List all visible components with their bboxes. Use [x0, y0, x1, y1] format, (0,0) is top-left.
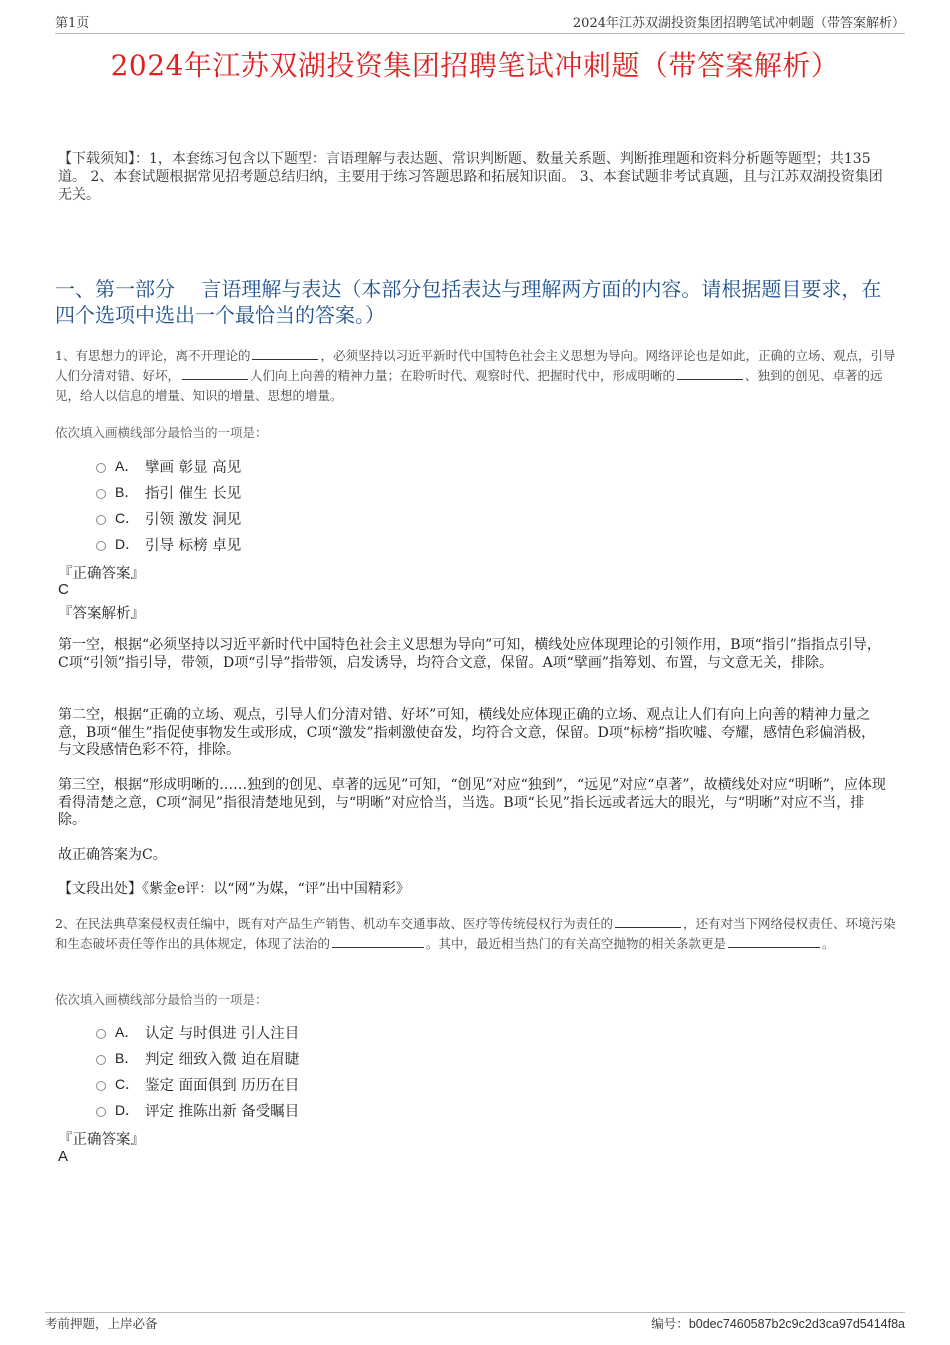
q2-text-b: ，还有对当下网络侵权责任、环境污染和生态破坏责任等作出的具体规定，体现了法治的: [55, 916, 896, 951]
radio-icon[interactable]: [96, 541, 106, 551]
q1-source: 【文段出处】《紫金e评：以“网”为媒，“评”出中国精彩》: [58, 881, 410, 897]
q1-instruction: 依次填入画横线部分最恰当的一项是：: [55, 425, 268, 440]
q1-answer-label: 『正确答案』: [58, 566, 145, 582]
q2-answer: A: [58, 1148, 69, 1165]
q2-option-b[interactable]: B． 判定 细致入微 迫在眉睫: [96, 1045, 299, 1071]
blank: [677, 366, 743, 380]
radio-icon[interactable]: [96, 1029, 106, 1039]
page-footer: [45, 1312, 905, 1332]
question-2-stem: [55, 914, 905, 954]
q1-conclusion: 故正确答案为C。: [58, 847, 167, 863]
blank: [332, 934, 424, 948]
footer-code: b0dec7460587b2c9c2d3ca97d5414f8a: [688, 1317, 905, 1331]
q1-option-d[interactable]: D． 引导 标榜 卓见: [96, 531, 241, 557]
footer-code-wrap: [651, 1314, 905, 1332]
download-notice: 【下载须知】：1，本套练习包含以下题型：言语理解与表达题、常识判断题、数量关系题、判断推理题和资料分析题等题型；共135道。 2、本套试题根据常见招考题总结归纳，主要用于练习答题思路和拓展知识面。 3、本套试题非考试真题，且与江苏双湖投资集团无关。: [58, 151, 883, 203]
section-heading: 一、第一部分 言语理解与表达（本部分包括表达与理解两方面的内容。请根据题目要求，在四个选项中选出一个最恰当的答案。）: [55, 277, 882, 327]
radio-icon[interactable]: [96, 463, 106, 473]
radio-icon[interactable]: [96, 489, 106, 499]
q2-options: [96, 1019, 299, 1123]
header-doc-title: 2024年江苏双湖投资集团招聘笔试冲刺题（带答案解析）: [572, 16, 905, 31]
q2-text-a: 2、在民法典草案侵权责任编中，既有对产品生产销售、机动车交通事故、医疗等传统侵权行为责任的: [55, 916, 613, 931]
q2-instruction: 依次填入画横线部分最恰当的一项是：: [55, 992, 268, 1007]
q1-option-b[interactable]: B． 指引 催生 长见: [96, 479, 241, 505]
q2-option-a[interactable]: A． 认定 与时俱进 引人注目: [96, 1019, 299, 1045]
radio-icon[interactable]: [96, 1055, 106, 1065]
blank: [252, 346, 318, 360]
q2-answer-label: 『正确答案』: [58, 1132, 145, 1148]
page-header: [55, 12, 905, 34]
q1-text-c: 人们向上向善的精神力量；在聆听时代、观察时代、把握时代中，形成明晰的: [250, 368, 676, 383]
q1-options: [96, 453, 241, 557]
radio-icon[interactable]: [96, 1081, 106, 1091]
q1-text-b: ，必须坚持以习近平新时代中国特色社会主义思想为导向。网络评论也是如此，正确的立场、观点，引导人们分清对错、好坏，: [55, 348, 896, 383]
footer-code-label: 编号：: [651, 1316, 689, 1331]
footer-slogan: 考前押题，上岸必备: [45, 1316, 158, 1331]
q2-text-d: 。: [822, 936, 835, 951]
page-number: 第1页: [55, 16, 90, 31]
q1-text-a: 1、有思想力的评论，离不开理论的: [55, 348, 251, 363]
q2-text-c: 。其中，最近相当热门的有关高空抛物的相关条款更是: [426, 936, 727, 951]
radio-icon[interactable]: [96, 515, 106, 525]
q1-analysis-label: 『答案解析』: [58, 606, 145, 622]
q1-option-c[interactable]: C． 引领 激发 洞见: [96, 505, 241, 531]
blank: [615, 914, 681, 928]
question-1-stem: [55, 346, 905, 406]
q1-option-a[interactable]: A． 擘画 彰显 高见: [96, 453, 241, 479]
q2-option-c[interactable]: C． 鉴定 面面俱到 历历在目: [96, 1071, 299, 1097]
q1-analysis-para-2: 第二空，根据“正确的立场、观点，引导人们分清对错、好坏”可知，横线处应体现正确的立场、观点让人们有向上向善的精神力量之意，B项“催生”指促使事物发生或形成，C项“激发”指刺激使奋发，均符合文意，保留。D项“标榜”指吹嘘、夸耀，感情色彩偏消极，与文段感情色彩不符，排除。: [58, 707, 876, 758]
q1-analysis-para-3: 第三空，根据“形成明晰的……独到的创见、卓著的远见”可知，“创见”对应“独到”，“远见”对应“卓著”，故横线处对应“明晰”，应体现看得清楚之意，C项“洞见”指很清楚地见到，与“明晰”对应恰当，当选。B项“长见”指长远或者远大的眼光，与“明晰”对应不当，排除。: [58, 777, 886, 828]
radio-icon[interactable]: [96, 1107, 106, 1117]
blank: [182, 366, 248, 380]
q1-analysis-para-1: 第一空，根据“必须坚持以习近平新时代中国特色社会主义思想为导向”可知，横线处应体现理论的引领作用，B项“指引”指指点引导，C项“引领”指引导，带领，D项“引导”指带领，启发诱导，均符合文意，保留。A项“擘画”指筹划、布置，与文意无关，排除。: [58, 637, 881, 671]
q1-text-d: 、独到的创见、卓著的远见，给人以信息的增量、知识的增量、思想的增量。: [55, 368, 883, 403]
page-title: 2024年江苏双湖投资集团招聘笔试冲刺题（带答案解析）: [110, 49, 840, 82]
q2-option-d[interactable]: D． 评定 推陈出新 备受瞩目: [96, 1097, 299, 1123]
blank: [728, 934, 820, 948]
q1-answer: C: [58, 581, 69, 598]
